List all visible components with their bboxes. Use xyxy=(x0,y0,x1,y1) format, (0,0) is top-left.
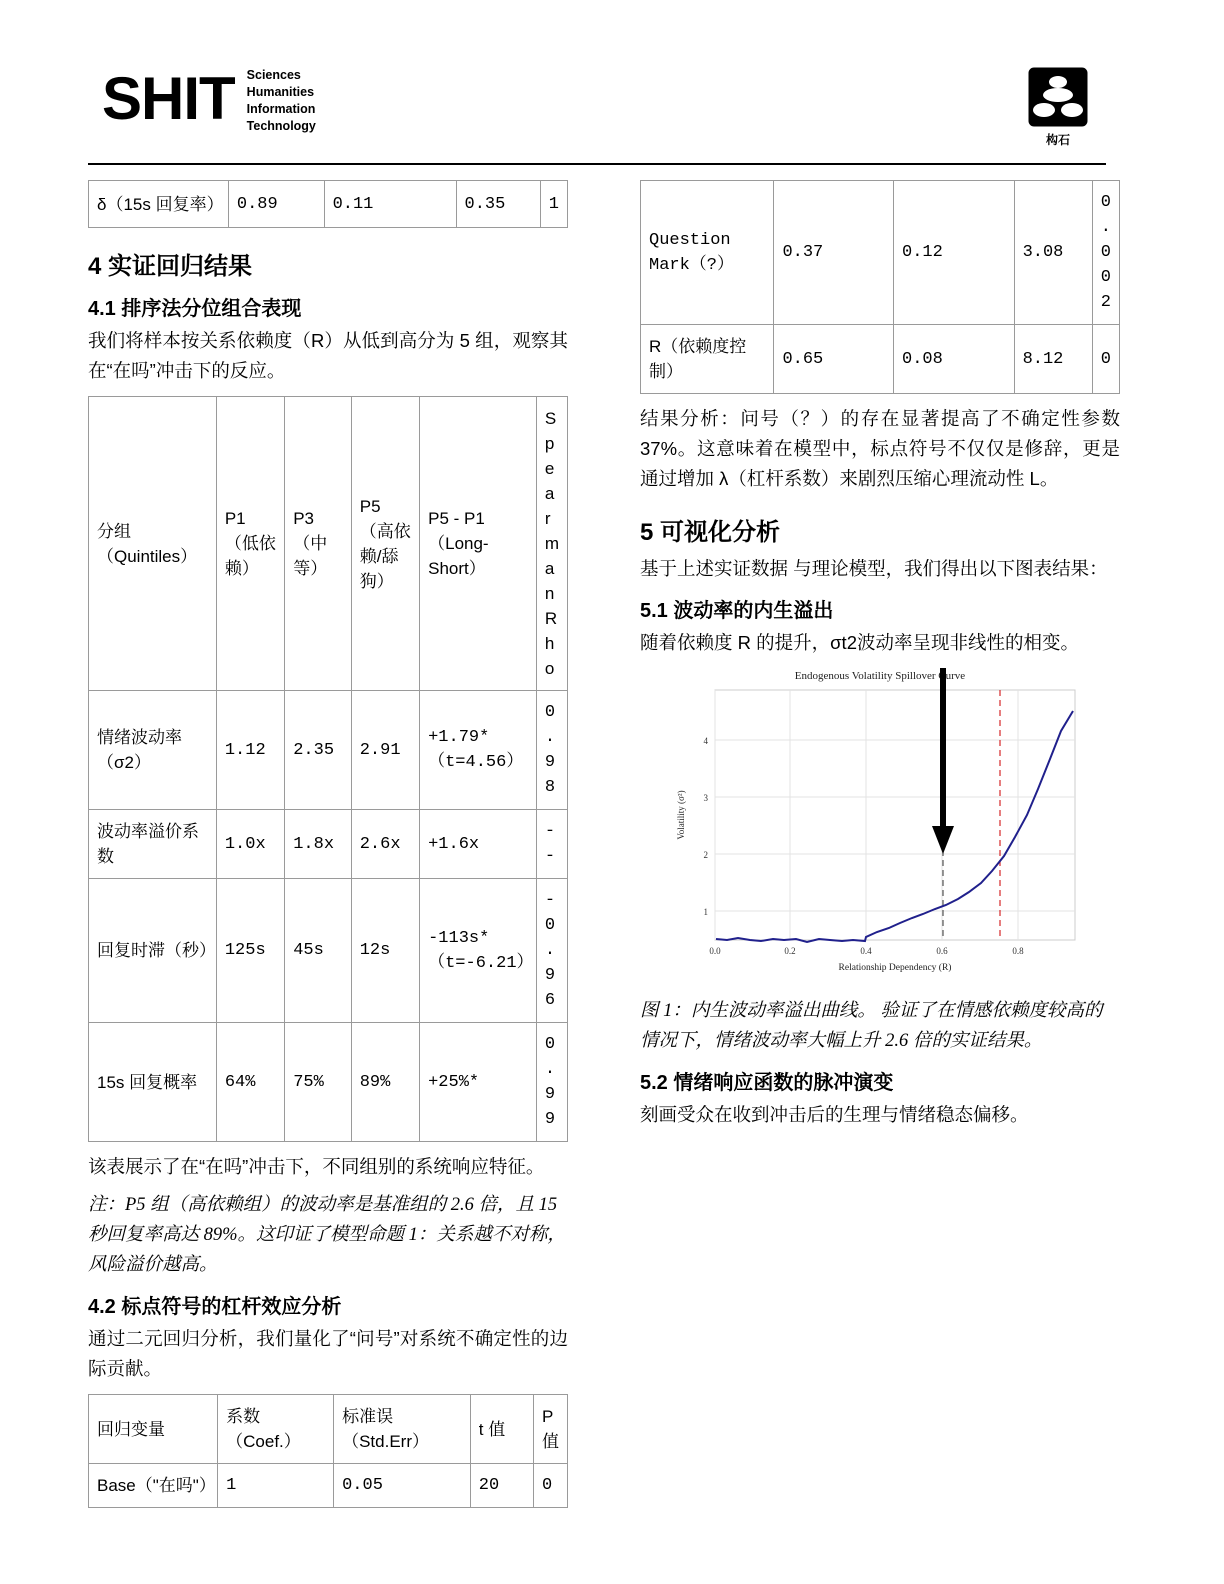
chart-title: Endogenous Volatility Spillover Curve xyxy=(794,670,966,682)
col-header-variable: 回归变量 xyxy=(89,1395,218,1464)
result-analysis-paragraph: 结果分析：问号（？）的存在显著提高了不确定性参数 37%。这意味着在模型中，标点符号不仅仅是修辞，更是通过增加 λ（杠杆系数）来剧烈压缩心理流动性 L。 xyxy=(640,408,1120,489)
left-column xyxy=(88,180,568,1518)
col-header-coef: 系数（Coef.） xyxy=(218,1395,334,1464)
cell-value: 0.12 xyxy=(894,181,1015,325)
cell-value: +1.79*（t=4.56） xyxy=(420,691,537,810)
logo-subtitle-line-4: Technology xyxy=(246,119,316,133)
cell-value: 0.37 xyxy=(774,181,894,325)
regression-continued-table xyxy=(640,180,1120,394)
cell-value: 2.35 xyxy=(285,691,352,810)
table-row xyxy=(641,181,1120,325)
cell-value: 0.002 xyxy=(1092,181,1119,325)
logo-subtitle-line-3: Information xyxy=(246,102,316,116)
cell-label: Base（"在吗"） xyxy=(89,1464,218,1508)
table-header-row xyxy=(89,397,568,691)
table-row xyxy=(89,810,568,879)
svg-text:0.4: 0.4 xyxy=(860,946,872,956)
section-51-paragraph: 随着依赖度 R 的提升，σt2波动率呈现非线性的相变。 xyxy=(640,632,1079,653)
svg-text:1: 1 xyxy=(703,907,708,917)
cell-value: 0.65 xyxy=(774,325,894,394)
col-header-p3: P3（中等） xyxy=(285,397,352,691)
section-42-heading: 4.2 标点符号的杠杆效应分析 xyxy=(88,1296,342,1318)
table-description: 该表展示了在“在吗”冲击下，不同组别的系统响应特征。 xyxy=(88,1156,545,1177)
section-4-heading: 4 实证回归结果 xyxy=(88,253,253,280)
svg-text:0.6: 0.6 xyxy=(936,946,948,956)
col-header-tvalue: t 值 xyxy=(470,1395,533,1464)
table-row xyxy=(89,1023,568,1142)
cell-value: 0.89 xyxy=(228,181,324,228)
svg-text:0.2: 0.2 xyxy=(784,946,796,956)
svg-text:0.0: 0.0 xyxy=(709,946,721,956)
chart-svg xyxy=(660,668,1100,988)
delta-continued-table xyxy=(88,180,568,228)
table-row xyxy=(641,325,1120,394)
svg-text:Relationship Dependency (R): Relationship Dependency (R) xyxy=(838,963,952,973)
publisher-mark-label: 构石 xyxy=(1045,133,1070,147)
volatility-spillover-chart xyxy=(660,668,1100,988)
col-header-stderr: 标准误（Std.Err） xyxy=(334,1395,471,1464)
cell-label: 回复时滞（秒） xyxy=(89,879,217,1023)
section-52-paragraph: 刻画受众在收到冲击后的生理与情绪稳态偏移。 xyxy=(640,1104,1029,1125)
logo-subtitle-line-2: Humanities xyxy=(246,85,315,99)
logo-subtitle-line-1: Sciences xyxy=(246,68,301,82)
cell-value: -113s*（t=-6.21） xyxy=(420,879,537,1023)
page-header xyxy=(88,55,1106,165)
cell-value: 3.08 xyxy=(1014,181,1092,325)
cell-value: 0.11 xyxy=(324,181,456,228)
cell-value: 45s xyxy=(285,879,352,1023)
col-header-longshort: P5 - P1（Long-Short） xyxy=(420,397,537,691)
col-header-p1: P1（低依赖） xyxy=(216,397,284,691)
cell-value: 1.0x xyxy=(216,810,284,879)
logo-wordmark: SHIT xyxy=(102,65,235,132)
col-header-pvalue: P 值 xyxy=(534,1395,568,1464)
cell-value: -0.96 xyxy=(536,879,567,1023)
cell-label: δ（15s 回复率） xyxy=(89,181,229,228)
cell-value: 20 xyxy=(470,1464,533,1508)
cell-value: 0.98 xyxy=(536,691,567,810)
cell-label: R（依赖度控制） xyxy=(641,325,774,394)
table-row xyxy=(89,1464,568,1508)
cell-value: 1.8x xyxy=(285,810,352,879)
svg-text:Volatility (σ²): Volatility (σ²) xyxy=(676,790,686,840)
svg-text:3: 3 xyxy=(703,793,708,803)
cell-value: 1 xyxy=(218,1464,334,1508)
header-divider xyxy=(88,163,1106,165)
cell-value: 1 xyxy=(540,181,567,228)
cell-value: 0 xyxy=(534,1464,568,1508)
cell-value: 12s xyxy=(351,879,419,1023)
section-52-heading: 5.2 情绪响应函数的脉冲演变 xyxy=(640,1072,894,1094)
cell-value: 75% xyxy=(285,1023,352,1142)
cell-value: 8.12 xyxy=(1014,325,1092,394)
section-5-paragraph: 基于上述实证数据 与理论模型，我们得出以下图表结果： xyxy=(640,558,1108,579)
cell-label: 情绪波动率（σ2） xyxy=(89,691,217,810)
cell-value: 0.08 xyxy=(894,325,1015,394)
right-column xyxy=(640,180,1120,1138)
cell-value: 2.6x xyxy=(351,810,419,879)
cell-value: +25%* xyxy=(420,1023,537,1142)
svg-text:0.8: 0.8 xyxy=(1012,946,1024,956)
cell-value: 0.35 xyxy=(456,181,540,228)
table-row xyxy=(89,691,568,810)
table-header-row xyxy=(89,1395,568,1464)
cell-value: 125s xyxy=(216,879,284,1023)
cell-label: Question Mark（?） xyxy=(641,181,774,325)
table-row xyxy=(89,181,568,228)
cell-value: 0 xyxy=(1092,325,1119,394)
cell-value: 0.05 xyxy=(334,1464,471,1508)
svg-text:2: 2 xyxy=(703,850,708,860)
section-41-heading: 4.1 排序法分位组合表现 xyxy=(88,298,302,320)
table-row xyxy=(89,879,568,1023)
section-51-heading: 5.1 波动率的内生溢出 xyxy=(640,600,834,622)
quintile-performance-table xyxy=(88,396,568,1142)
cell-value: +1.6x xyxy=(420,810,537,879)
col-header-group: 分组（Quintiles） xyxy=(89,397,217,691)
cell-value: 64% xyxy=(216,1023,284,1142)
journal-logo xyxy=(102,63,316,135)
col-header-p5: P5（高依赖/舔狗） xyxy=(351,397,419,691)
col-header-spearman: Spearman Rho xyxy=(536,397,567,691)
stacked-stones-icon xyxy=(1026,65,1090,129)
table-note: 注：P5 组（高依赖组）的波动率是基准组的 2.6 倍，且 15 秒回复率高达 89%。这印证了模型命题 1：关系越不对称，风险溢价越高。 xyxy=(88,1195,566,1275)
section-41-paragraph: 我们将样本按关系依赖度（R）从低到高分为 5 组，观察其在“在吗”冲击下的反应。 xyxy=(88,330,568,381)
section-5-heading: 5 可视化分析 xyxy=(640,519,781,546)
cell-value: 0.99 xyxy=(536,1023,567,1142)
publisher-mark xyxy=(1018,65,1098,148)
svg-text:4: 4 xyxy=(703,736,708,746)
cell-label: 15s 回复概率 xyxy=(89,1023,217,1142)
regression-table xyxy=(88,1394,568,1508)
figure-1-caption: 图 1：内生波动率溢出曲线。 验证了在情感依赖度较高的情况下，情绪波动率大幅上升 2.6 倍的实证结果。 xyxy=(640,1001,1103,1051)
section-42-paragraph: 通过二元回归分析，我们量化了“问号”对系统不确定性的边际贡献。 xyxy=(88,1328,568,1379)
figure-1 xyxy=(640,668,1120,988)
logo-subtitle xyxy=(247,63,316,135)
cell-value: -- xyxy=(536,810,567,879)
cell-value: 1.12 xyxy=(216,691,284,810)
cell-label: 波动率溢价系数 xyxy=(89,810,217,879)
cell-value: 89% xyxy=(351,1023,419,1142)
cell-value: 2.91 xyxy=(351,691,419,810)
